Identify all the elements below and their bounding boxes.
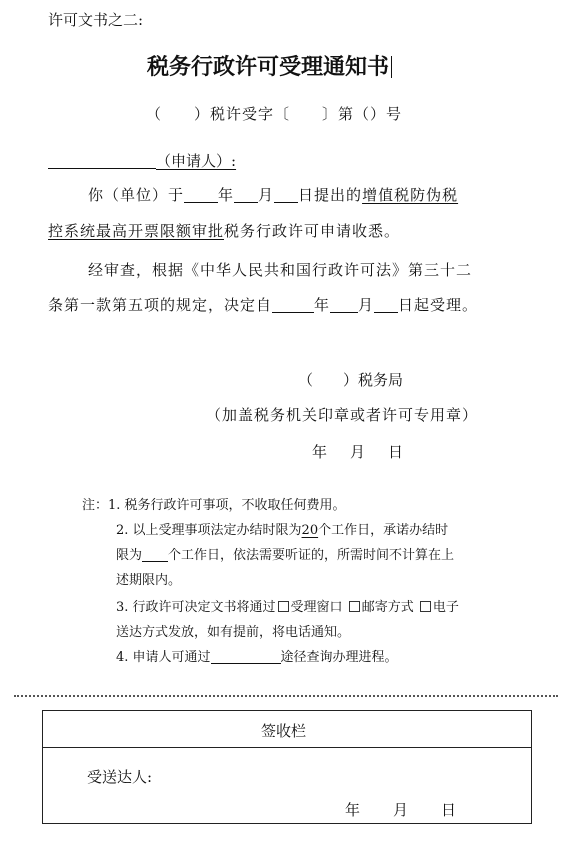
- text-cursor: [391, 56, 392, 78]
- electronic-checkbox[interactable]: [420, 601, 431, 612]
- mail-checkbox[interactable]: [349, 601, 360, 612]
- cut-line-divider: [14, 695, 558, 697]
- note-4: [116, 646, 398, 665]
- p1-tail: 税务行政许可申请收悉。: [224, 222, 401, 240]
- signature-date: 年 月 日: [312, 443, 408, 461]
- p1-day-label: 日提出的: [298, 186, 363, 204]
- p1-item-part-b: 控系统最高开票限额审批: [48, 222, 225, 240]
- note-2-line-3: 述期限内。: [116, 573, 182, 588]
- document-title: [147, 50, 392, 81]
- p2-month-label: 月: [358, 296, 375, 314]
- note-2-legal-days: 20: [301, 523, 319, 538]
- p2-year-blank[interactable]: [272, 297, 314, 313]
- notes-label: 注：: [82, 498, 109, 513]
- note-2-hearing-text: 个工作日，依法需要听证的，所需时间不计算在上: [168, 548, 455, 563]
- p2-month-blank[interactable]: [330, 297, 358, 313]
- note-1: [82, 494, 346, 513]
- body-paragraph-1-line-2: [48, 220, 400, 241]
- body-paragraph-2-line-2: [48, 294, 478, 315]
- p1-year-blank[interactable]: [184, 187, 218, 203]
- note-2-promise-label: 限为: [116, 548, 143, 563]
- note-3-line-2: 送达方式发放，如有提前，将电话通知。: [116, 625, 351, 640]
- p2-day-label: 日起受理。: [398, 296, 479, 314]
- document-number-line: （ ）税许受字〔 〕第（）号: [146, 105, 403, 123]
- p1-month-label: 月: [258, 186, 275, 204]
- p2-day-blank[interactable]: [374, 297, 398, 313]
- note-3-line-1: [116, 596, 459, 615]
- p1-item-part-a: 增值税防伪税: [362, 186, 459, 204]
- note-2-middle: 个工作日，承诺办结时: [318, 523, 449, 538]
- body-paragraph-1-line-1: [88, 184, 458, 205]
- applicant-name-blank[interactable]: [48, 153, 156, 169]
- applicant-label: （申请人）:: [156, 152, 237, 170]
- note-4-prefix: 4. 申请人可通过: [116, 650, 211, 665]
- electronic-option-label: 电子: [432, 600, 459, 615]
- p2-year-label: 年: [314, 296, 331, 314]
- mail-option-label: 邮寄方式: [361, 600, 414, 615]
- recipient-label: 受送达人:: [87, 768, 153, 786]
- note-2-line-1: [116, 519, 448, 538]
- receipt-box: [42, 710, 532, 824]
- p2-prefix: 条第一款第五项的规定，决定自: [48, 296, 273, 314]
- receipt-header: 签收栏: [261, 722, 307, 740]
- document-title-text: 税务行政许可受理通知书: [147, 54, 390, 80]
- seal-line: （加盖税务机关印章或者许可专用章）: [206, 406, 479, 424]
- p1-day-blank[interactable]: [274, 187, 298, 203]
- body-paragraph-2-line-1: 经审查，根据《中华人民共和国行政许可法》第三十二: [88, 261, 473, 279]
- note-1-text: 1. 税务行政许可事项，不收取任何费用。: [108, 498, 346, 513]
- note-2-promise-days-blank[interactable]: [142, 548, 168, 562]
- receipt-header-row: [43, 711, 531, 748]
- bureau-line: （ ）税务局: [298, 371, 404, 389]
- note-2-prefix: 2. 以上受理事项法定办结时限为: [116, 523, 302, 538]
- window-checkbox[interactable]: [278, 601, 289, 612]
- p1-month-blank[interactable]: [234, 187, 258, 203]
- form-label: 许可文书之二:: [48, 11, 144, 29]
- note-4-suffix: 途径查询办理进程。: [280, 650, 398, 665]
- window-option-label: 受理窗口: [290, 600, 343, 615]
- applicant-line: [48, 150, 236, 171]
- note-3-prefix: 3. 行政许可决定文书将通过: [116, 600, 276, 615]
- receipt-date: 年 月 日: [345, 801, 458, 819]
- p1-year-label: 年: [218, 186, 235, 204]
- p1-prefix: 你（单位）于: [88, 186, 185, 204]
- note-4-channel-blank[interactable]: [211, 650, 281, 664]
- note-2-line-2: [116, 544, 454, 563]
